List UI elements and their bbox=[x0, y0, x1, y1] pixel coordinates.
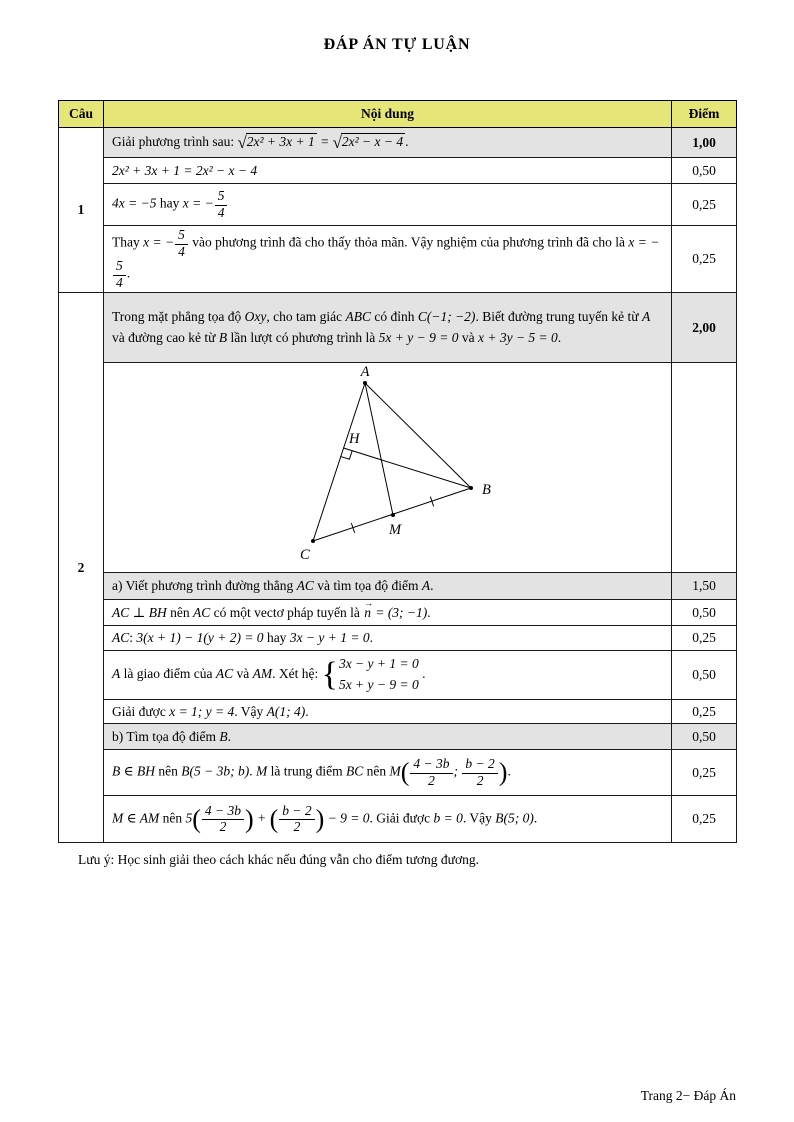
text-segment: vào phương trình đã cho thấy thỏa mãn. Vậy nghiệm của phương trình đã cho là bbox=[188, 234, 629, 250]
text-segment: . bbox=[418, 666, 426, 682]
content-cell bbox=[104, 573, 672, 600]
math-segment: AC bbox=[215, 666, 234, 682]
points-cell: 1,00 bbox=[672, 128, 737, 158]
fraction-denominator: 2 bbox=[293, 819, 301, 835]
text-segment: Trong mặt phẳng tọa độ bbox=[112, 308, 245, 324]
fraction-numerator: b − 2 bbox=[462, 757, 497, 774]
text-segment: . bbox=[507, 763, 511, 779]
text-segment: nên bbox=[155, 763, 182, 779]
math-segment: B ∈ BH bbox=[112, 763, 155, 779]
fraction-numerator: 4 − 3b bbox=[202, 804, 244, 821]
text-segment: . bbox=[533, 810, 538, 826]
table-row bbox=[59, 600, 737, 626]
math-segment: x = 1; y = 4 bbox=[169, 703, 235, 719]
points-cell: 2,00 bbox=[672, 293, 737, 363]
page-title: ĐÁP ÁN TỰ LUẬN bbox=[323, 36, 471, 53]
fraction-denominator: 4 bbox=[178, 243, 185, 259]
fraction-numerator: b − 2 bbox=[279, 804, 314, 821]
sqrt-expression bbox=[237, 132, 316, 152]
text-segment: a) Viết phương trình đường thẳng bbox=[112, 578, 297, 594]
table-row bbox=[59, 796, 737, 843]
content-cell bbox=[104, 626, 672, 651]
page-footer: Trang 2− Đáp Án bbox=[640, 1088, 736, 1103]
text-segment: Giải được bbox=[112, 703, 170, 719]
math-segment: M bbox=[255, 763, 268, 779]
text-segment: . Giải được bbox=[369, 810, 434, 826]
math-segment: C(−1; −2) bbox=[417, 308, 476, 324]
question-number-cell: 2 bbox=[59, 293, 104, 843]
text-segment: và tìm tọa độ điểm bbox=[313, 578, 422, 594]
fraction bbox=[112, 259, 127, 290]
points-cell: 0,50 bbox=[672, 724, 737, 750]
text-segment: . bbox=[249, 763, 256, 779]
fraction-numerator: 5 bbox=[215, 189, 228, 206]
content-cell bbox=[104, 158, 672, 184]
math-segment: ABC bbox=[345, 308, 371, 324]
big-paren-left: ( bbox=[400, 757, 410, 787]
math-segment: AC bbox=[192, 604, 211, 620]
fraction bbox=[201, 804, 245, 835]
table-row bbox=[59, 293, 737, 363]
text-segment: . bbox=[305, 703, 309, 719]
text-segment: , cho tam giác bbox=[266, 308, 346, 324]
text-segment: . bbox=[427, 604, 431, 620]
points-cell: 0,25 bbox=[672, 226, 737, 293]
table-row bbox=[59, 651, 737, 700]
text-segment: Thay bbox=[112, 234, 144, 250]
content-cell bbox=[104, 750, 672, 796]
text-segment: nên bbox=[166, 604, 193, 620]
math-segment: 3x − y + 1 = 0 bbox=[338, 656, 419, 672]
math-segment: 2x² + 3x + 1 = 2x² − x − 4 bbox=[112, 162, 258, 178]
answer-table bbox=[58, 100, 737, 843]
big-paren-left: ( bbox=[269, 804, 279, 834]
math-segment: 3x − y + 1 = 0 bbox=[289, 630, 370, 646]
points-cell: 0,50 bbox=[672, 600, 737, 626]
math-segment: A bbox=[641, 308, 651, 324]
math-segment: B bbox=[219, 728, 228, 744]
vertex-labels bbox=[300, 364, 491, 563]
math-segment: B(5; 0) bbox=[495, 810, 534, 826]
text-segment: nên bbox=[363, 763, 390, 779]
text-segment: lần lượt có phương trình là bbox=[227, 329, 379, 345]
math-segment: 5x + y − 9 = 0 bbox=[378, 329, 459, 345]
math-segment: ; bbox=[453, 763, 462, 779]
table-header-row bbox=[59, 101, 737, 128]
fraction-denominator: 4 bbox=[217, 204, 225, 220]
point-label-h: H bbox=[349, 431, 360, 448]
math-segment: M ∈ AM bbox=[112, 810, 160, 826]
math-segment: A(1; 4) bbox=[266, 703, 306, 719]
table-row bbox=[59, 158, 737, 184]
table-row bbox=[59, 750, 737, 796]
text-segment: b) Tìm tọa độ điểm bbox=[112, 728, 220, 744]
fraction bbox=[174, 228, 189, 259]
math-segment: 3(x + 1) − 1(y + 2) = 0 bbox=[136, 630, 264, 646]
points-cell: 0,25 bbox=[672, 184, 737, 226]
median-am-line bbox=[365, 383, 393, 515]
text-segment: hay bbox=[156, 195, 183, 211]
text-segment: Giải phương trình sau: bbox=[112, 133, 238, 149]
points-cell: 0,50 bbox=[672, 651, 737, 700]
radical-sign: √ bbox=[332, 132, 342, 152]
points-cell: 0,25 bbox=[672, 626, 737, 651]
table-row bbox=[59, 573, 737, 600]
altitude-bh-line bbox=[344, 448, 471, 488]
content-cell bbox=[104, 651, 672, 700]
text-segment: có một vectơ pháp tuyến là bbox=[210, 604, 364, 620]
math-segment: B(5 − 3b; b) bbox=[181, 763, 250, 779]
fraction-denominator: 2 bbox=[428, 772, 435, 788]
fraction bbox=[214, 189, 229, 220]
content-cell bbox=[104, 128, 672, 158]
content-cell bbox=[104, 597, 672, 626]
big-paren-left: ( bbox=[192, 804, 201, 834]
math-segment: AC bbox=[296, 578, 314, 594]
text-segment: và đường cao kẻ từ bbox=[112, 329, 219, 345]
fraction-numerator: 5 bbox=[113, 259, 126, 276]
math-segment: A bbox=[112, 666, 121, 682]
text-segment: là trung điểm bbox=[267, 763, 346, 779]
math-segment: b = 0 bbox=[433, 810, 463, 826]
math-segment: AC bbox=[112, 630, 130, 646]
text-segment: hay bbox=[263, 630, 290, 646]
text-segment: . bbox=[557, 329, 562, 345]
vector-n bbox=[363, 597, 373, 621]
text-segment: và bbox=[458, 329, 478, 345]
text-segment: . Vậy bbox=[234, 703, 267, 719]
content-cell bbox=[104, 226, 672, 293]
note-text: Lưu ý: Học sinh giải theo cách khác nếu đúng vẫn cho điểm tương đương. bbox=[78, 852, 480, 867]
text-segment: . Xét hệ: bbox=[272, 666, 322, 682]
text-segment: có đỉnh bbox=[370, 308, 418, 324]
table-row bbox=[59, 128, 737, 158]
fraction-numerator: 4 − 3b bbox=[410, 757, 452, 774]
point-label-c: C bbox=[300, 547, 310, 564]
sqrt-expression bbox=[332, 132, 409, 152]
math-segment: 4x = −5 bbox=[112, 195, 157, 211]
fraction-numerator: 5 bbox=[175, 228, 188, 245]
content-cell bbox=[104, 724, 672, 750]
header-cell-diem: Điểm bbox=[672, 101, 737, 128]
math-segment: x = − bbox=[143, 234, 175, 250]
points-cell: 0,50 bbox=[672, 158, 737, 184]
math-segment: BC bbox=[345, 763, 364, 779]
table-row bbox=[59, 363, 737, 573]
text-segment: . Biết đường trung tuyến kẻ từ bbox=[475, 308, 642, 324]
math-segment: = (3; −1) bbox=[371, 604, 428, 620]
triangle-edges bbox=[313, 383, 471, 541]
math-segment: + bbox=[253, 810, 270, 826]
text-segment: và bbox=[233, 666, 253, 682]
fraction bbox=[278, 804, 315, 835]
math-segment: 5x + y − 9 = 0 bbox=[338, 677, 419, 693]
math-segment: A bbox=[421, 578, 431, 594]
point-label-b: B bbox=[482, 482, 491, 499]
equation-system bbox=[322, 654, 419, 696]
text-segment: . bbox=[369, 630, 374, 646]
content-cell bbox=[104, 184, 672, 226]
vector-arrow-icon: → bbox=[364, 597, 373, 608]
points-cell: 0,25 bbox=[672, 750, 737, 796]
fraction-denominator: 4 bbox=[116, 274, 123, 290]
table-row bbox=[59, 184, 737, 226]
content-cell bbox=[104, 796, 672, 843]
points-cell: 1,50 bbox=[672, 573, 737, 600]
fraction-denominator: 2 bbox=[476, 772, 484, 788]
big-paren-right: ) bbox=[498, 757, 508, 787]
math-segment: − 9 = 0 bbox=[324, 810, 370, 826]
text-segment: . bbox=[126, 265, 131, 281]
triangle-figure-svg bbox=[104, 363, 672, 572]
text-segment: nên bbox=[159, 810, 186, 826]
big-paren-right: ) bbox=[315, 804, 325, 834]
question-number-cell: 1 bbox=[59, 128, 104, 293]
text-segment: là giao điểm của bbox=[120, 666, 216, 682]
text-segment: . bbox=[430, 578, 434, 594]
big-paren-right: ) bbox=[245, 804, 254, 834]
point-label-a: A bbox=[360, 364, 370, 381]
math-segment: AC ⊥ BH bbox=[112, 604, 167, 620]
text-segment: : bbox=[129, 630, 137, 646]
table-row bbox=[59, 724, 737, 750]
point-label-m: M bbox=[388, 522, 402, 539]
math-segment: = bbox=[316, 133, 333, 149]
points-cell bbox=[672, 363, 737, 573]
content-cell bbox=[104, 293, 672, 363]
points-cell: 0,25 bbox=[672, 796, 737, 843]
math-segment: 5 bbox=[185, 810, 193, 826]
table-row bbox=[59, 700, 737, 724]
math-segment: Oxy bbox=[244, 308, 267, 324]
math-segment: x = − bbox=[628, 234, 660, 250]
figure-cell bbox=[104, 363, 672, 573]
math-segment: 2x² − x − 4 bbox=[341, 133, 404, 149]
text-segment: . Vậy bbox=[462, 810, 496, 826]
math-segment: 2x² + 3x + 1 bbox=[246, 133, 315, 149]
vertex-dots bbox=[311, 381, 473, 543]
system-brace: { bbox=[321, 656, 338, 694]
content-cell bbox=[104, 700, 672, 724]
fraction bbox=[409, 757, 453, 788]
table-row bbox=[59, 626, 737, 651]
text-segment: . bbox=[405, 133, 409, 149]
math-segment: n bbox=[364, 604, 371, 620]
math-segment: x = − bbox=[182, 195, 214, 211]
fraction-denominator: 2 bbox=[219, 819, 227, 835]
math-segment: x + 3y − 5 = 0 bbox=[477, 329, 558, 345]
math-segment: AM bbox=[252, 666, 273, 682]
math-segment: M bbox=[389, 763, 401, 779]
math-segment: B bbox=[218, 329, 228, 345]
points-cell: 0,25 bbox=[672, 700, 737, 724]
text-segment: . bbox=[227, 728, 231, 744]
radical-sign: √ bbox=[237, 132, 247, 152]
fraction bbox=[461, 757, 498, 788]
header-cell-cau: Câu bbox=[59, 101, 104, 128]
table-row bbox=[59, 226, 737, 293]
header-cell-noi-dung: Nội dung bbox=[104, 101, 672, 128]
